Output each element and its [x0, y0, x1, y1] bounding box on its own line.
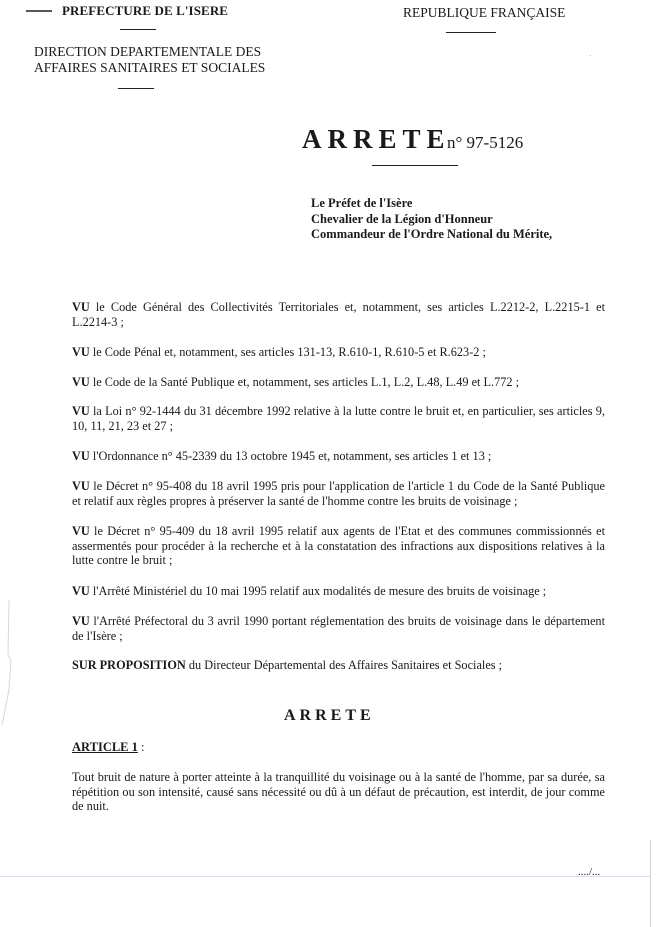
decree-title: ARRETE: [302, 124, 451, 154]
consideration-prefix: VU: [72, 584, 90, 598]
divider: [118, 88, 154, 89]
consideration-text: l'Arrêté Ministériel du 10 mai 1995 relatif aux modalités de mesure des bruits de voisinage ;: [89, 584, 547, 598]
divider: [446, 32, 496, 33]
proposal-prefix: SUR PROPOSITION: [72, 658, 186, 672]
page-edge: [650, 840, 651, 927]
prefect-line-3: Commandeur de l'Ordre National du Mérite,: [311, 227, 553, 241]
consideration-text: le Décret n° 95-408 du 18 avril 1995 pris pour l'application de l'article 1 du Code de la Santé Publique et relatif aux règles propres à préserver la santé de l'homme contre les bruits de voisinage ;: [72, 479, 605, 508]
article-heading: [72, 740, 145, 755]
consideration-text: la Loi n° 92-1444 du 31 décembre 1992 relative à la lutte contre le bruit et, en particulier, ses articles 9, 10, 11, 21, 23 et 27 ;: [72, 404, 605, 433]
consideration-item: [72, 300, 605, 329]
proposal-item: [72, 658, 605, 673]
article-body: Tout bruit de nature à porter atteinte à la tranquillité du voisinage ou à la santé de l'homme, par sa durée, sa répétition ou son intensité, causé sans nécessité ou dû à un défaut de précaution, est interdit, de jour comme de nuit.: [72, 770, 605, 814]
consideration-text: le Code Pénal et, notamment, ses articles 131-13, R.610-1, R.610-5 et R.623-2 ;: [89, 345, 486, 359]
consideration-prefix: VU: [72, 479, 90, 493]
consideration-text: l'Ordonnance n° 45-2339 du 13 octobre 1945 et, notamment, ses articles 1 et 13 ;: [89, 449, 492, 463]
article-suffix: :: [137, 740, 145, 754]
decree-number: n° 97-5126: [447, 133, 524, 152]
prefecture-title: PREFECTURE DE L'ISERE: [62, 3, 229, 18]
consideration-prefix: VU: [72, 345, 90, 359]
consideration-item: [72, 345, 605, 360]
consideration-prefix: VU: [72, 404, 90, 418]
consideration-item: [72, 449, 605, 464]
consideration-text: le Code Général des Collectivités Territoriales et, notamment, ses articles L.2212-2, L.2215-1 et L.2214-3 ;: [72, 300, 605, 329]
consideration-prefix: VU: [72, 449, 90, 463]
scan-speck: `: [589, 54, 592, 62]
consideration-item: [72, 404, 605, 433]
consideration-item: [72, 524, 605, 568]
scan-line: [0, 876, 650, 877]
consideration-prefix: VU: [72, 614, 90, 628]
consideration-prefix: VU: [72, 524, 90, 538]
consideration-item: [72, 614, 605, 643]
prefect-block: [311, 196, 552, 243]
direction-block: [34, 44, 265, 76]
direction-line-2: AFFAIRES SANITAIRES ET SOCIALES: [34, 60, 266, 75]
scan-edge-artifact: [0, 600, 14, 730]
direction-line-1: DIRECTION DEPARTEMENTALE DES: [34, 44, 262, 59]
decision-title: ARRETE: [284, 707, 375, 724]
republic-title: REPUBLIQUE FRANÇAISE: [403, 5, 566, 20]
consideration-item: [72, 375, 605, 390]
consideration-prefix: VU: [72, 300, 90, 314]
prefect-line-2: Chevalier de la Légion d'Honneur: [311, 211, 493, 226]
divider: [372, 165, 458, 166]
article-label: ARTICLE 1: [72, 740, 138, 754]
continuation-mark: ..../...: [578, 866, 601, 878]
consideration-text: le Code de la Santé Publique et, notamment, ses articles L.1, L.2, L.48, L.49 et L.772 ;: [89, 375, 520, 389]
prefect-line-1: Le Préfet de l'Isère: [311, 196, 413, 210]
consideration-item: [72, 584, 605, 599]
consideration-text: le Décret n° 95-409 du 18 avril 1995 relatif aux agents de l'Etat et des communes commissionnés et assermentés pour procéder à la recherche et à la constatation des infractions aux dispositions relatives à la lutte contre le bruit ;: [72, 524, 605, 568]
proposal-text: du Directeur Départemental des Affaires Sanitaires et Sociales ;: [185, 658, 503, 672]
consideration-prefix: VU: [72, 375, 90, 389]
divider: [120, 29, 156, 30]
consideration-item: [72, 479, 605, 508]
consideration-text: l'Arrêté Préfectoral du 3 avril 1990 portant réglementation des bruits de voisinage dans le département de l'Isère ;: [72, 614, 605, 643]
scan-mark: [26, 10, 52, 12]
